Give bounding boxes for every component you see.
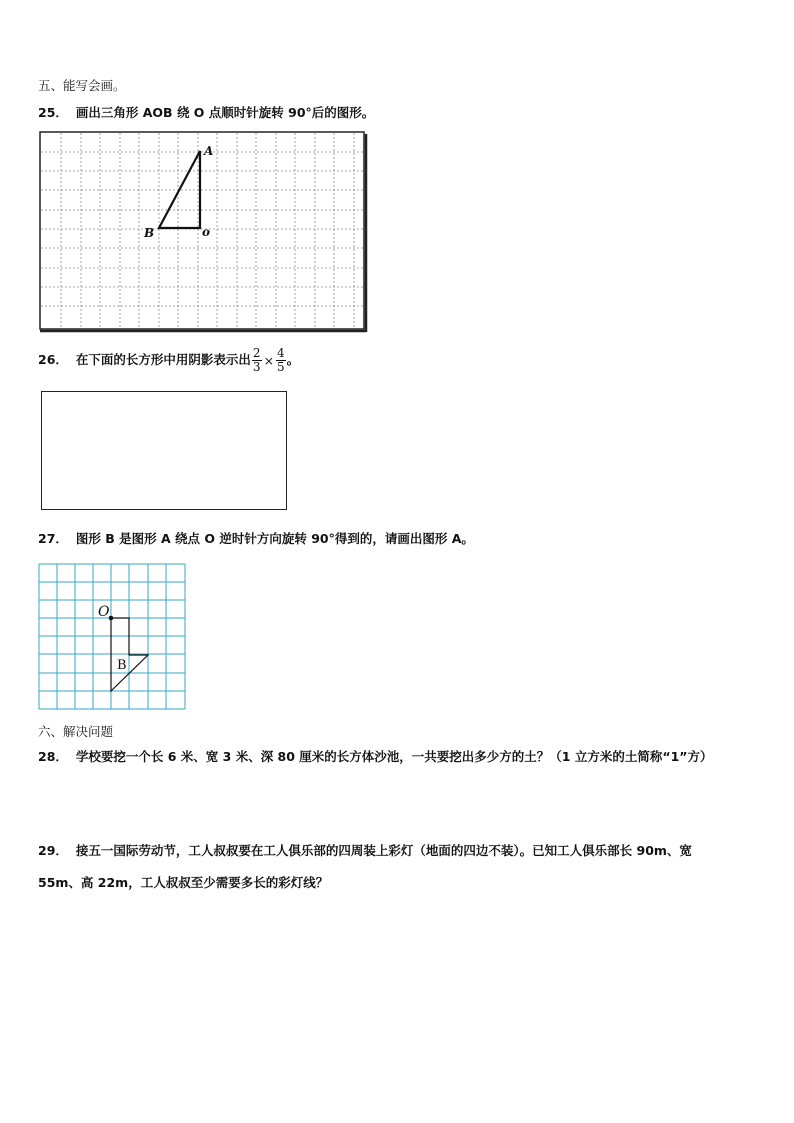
label-o: O: [98, 604, 110, 620]
q25-grid-figure: [38, 130, 368, 334]
question-text: 图形 B 是图形 A 绕点 O 逆时针方向旋转 90°得到的，请画出图形 A。: [75, 531, 474, 546]
question-29-line-1: [38, 843, 692, 859]
fraction-four-fifths: $\frac{4}{5}$: [277, 346, 285, 374]
label-a: A: [204, 144, 214, 158]
question-text-continued: 55m、高 22m，工人叔叔至少需要多长的彩灯线？: [38, 875, 329, 890]
question-25: [38, 105, 374, 121]
triangle-aob: [159, 151, 200, 228]
question-number: 28．: [38, 749, 68, 764]
question-text: 接五一国际劳动节，工人叔叔要在工人俱乐部的四周装上彩灯（地面的四边不装）。已知工人俱乐部长 90m、宽: [75, 843, 692, 858]
fraction-two-thirds: $\frac{2}{3}$: [252, 346, 261, 374]
section-six-title: 六、解决问题: [38, 724, 114, 739]
times-sign: ×: [263, 352, 275, 368]
question-29-line-2: [38, 875, 328, 891]
q27-grid-figure: [38, 563, 188, 711]
question-number: 29．: [38, 843, 68, 858]
question-26: 26． 在下面的长方形中用阴影表示出 $\frac{2}{3}$ × $\frac{4}{5}$ 。: [38, 346, 300, 374]
question-27: [38, 531, 474, 547]
question-text: 学校要挖一个长 6 米、宽 3 米、深 80 厘米的长方体沙池，一共要挖出多少方的土？（1 立方米的土简称“1”方）: [75, 749, 713, 764]
section-five-title: 五、能写会画。: [38, 78, 126, 93]
label-b: B: [144, 226, 155, 240]
blue-grid: [39, 564, 185, 709]
shading-rectangle[interactable]: [41, 391, 287, 510]
question-text: 在下面的长方形中用阴影表示出: [75, 352, 251, 367]
label-b: B: [117, 658, 127, 673]
question-number: 27．: [38, 531, 68, 546]
label-o: o: [202, 225, 211, 239]
question-number: 25．: [38, 105, 68, 120]
question-28: [38, 749, 713, 765]
question-number: 26．: [38, 352, 68, 367]
question-text: 画出三角形 AOB 绕 O 点顺时针旋转 90°后的图形。: [75, 105, 375, 120]
